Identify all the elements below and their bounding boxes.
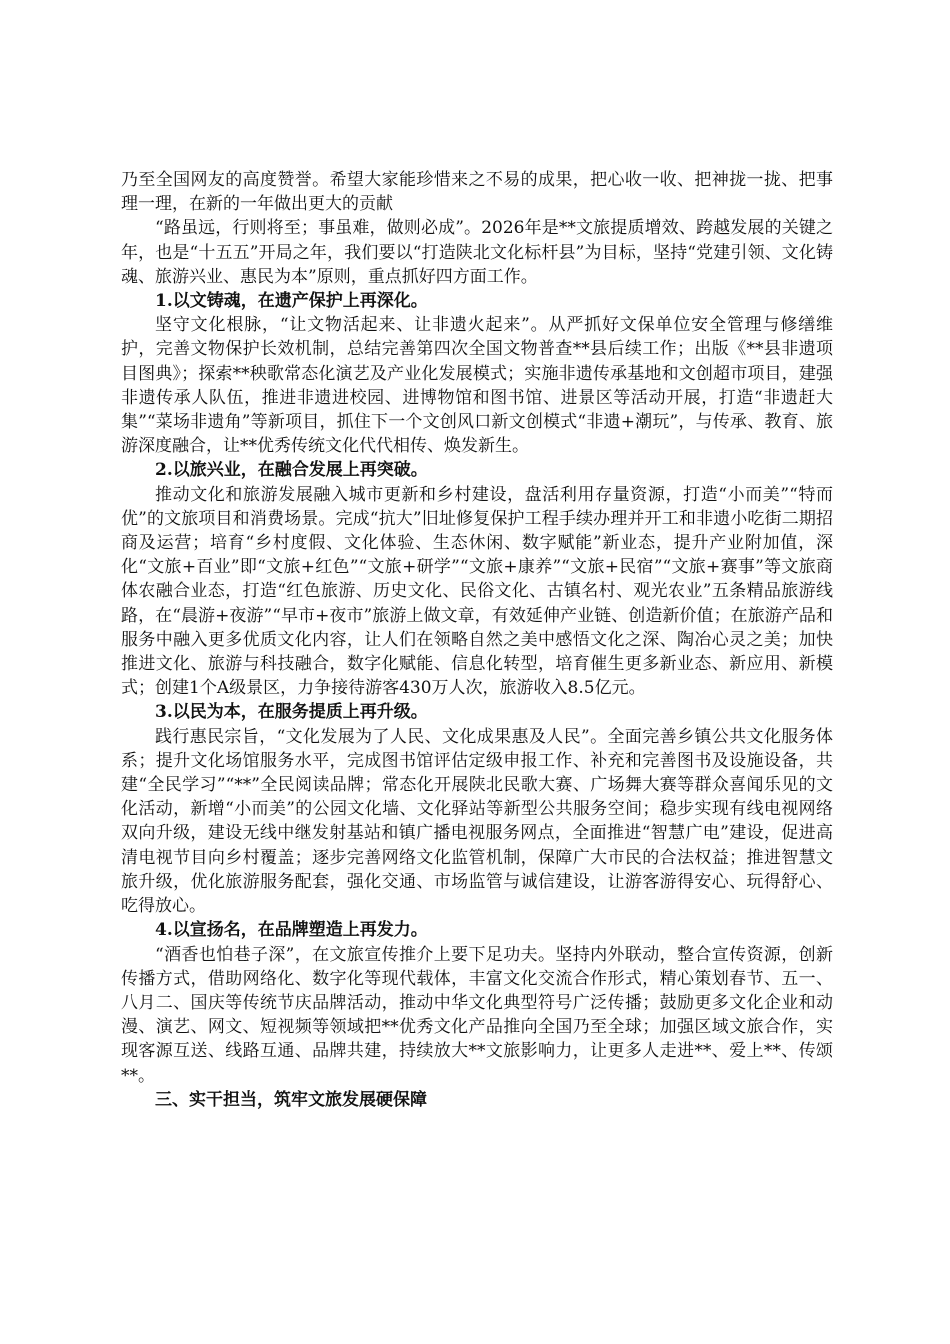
document-page [121, 168, 833, 1112]
section-heading-2: 2.以旅兴业，在融合发展上再突破。 [155, 460, 428, 481]
paragraph-branding: “酒香也怕巷子深”，在文旅宣传推介上要下足功夫。坚持内外联动，整合宣传资源，创新传播方式，借助网络化、数字化等现代载体，丰富文化交流合作形式，精心策划春节、五一、八月二、国庆等传统节庆品牌活动，推动中华文化典型符号广泛传播；鼓励更多文化企业和动漫、演艺、网文、短视频等领域把**优秀文化产品推向全国乃至全球；加强区域文旅合作，实现客源互送、线路互通、品牌共建，持续放大**文旅影响力，让更多人走进**、爱上**、传颂**。 [121, 944, 833, 1086]
paragraph-continuation: 乃至全国网友的高度赞誉。希望大家能珍惜来之不易的成果，把心收一收、把神拢一拢、把事理一理，在新的一年做出更大的贡献 [121, 170, 833, 215]
section-heading-4: 4.以宣扬名，在品牌塑造上再发力。 [155, 920, 428, 941]
section-heading-3: 3.以民为本，在服务提质上再升级。 [155, 702, 428, 723]
chapter-heading-3: 三、实干担当，筑牢文旅发展硬保障 [155, 1089, 427, 1110]
paragraph-service: 践行惠民宗旨，“文化发展为了人民、文化成果惠及人民”。全面完善乡镇公共文化服务体系；提升文化场馆服务水平，完成图书馆评估定级申报工作、补充和完善图书及设施设备，共建“全民学习”“**”全民阅读品牌；常态化开展陕北民歌大赛、广场舞大赛等群众喜闻乐见的文化活动，新增“小而美”的公园文化墙、文化驿站等新型公共服务空间；稳步实现有线电视网络双向升级，建设无线中继发射基站和镇广播电视服务网点，全面推进“智慧广电”建设，促进高清电视节目向乡村覆盖；逐步完善网络文化监管机制，保障广大市民的合法权益；推进智慧文旅升级，优化旅游服务配套，强化交通、市场监管与诚信建设，让游客游得安心、玩得舒心、吃得放心。 [121, 726, 833, 917]
paragraph-heritage: 坚守文化根脉，“让文物活起来、让非遗火起来”。从严抓好文保单位安全管理与修缮维护，完善文物保护长效机制，总结完善第四次全国文物普查**县后续工作；出版《**县非遗项目图典》；探索**秧歌常态化演艺及产业化发展模式；实施非遗传承基地和文创超市项目，建强非遗传承人队伍，推进非遗进校园、进博物馆和图书馆、进景区等活动开展，打造“非遗赶大集”“菜场非遗角”等新项目，抓住下一个文创风口新文创模式“非遗+潮玩”，与传承、教育、旅游深度融合，让**优秀传统文化代代相传、焕发新生。 [121, 315, 833, 457]
paragraph-intro: “路虽远，行则将至；事虽难，做则必成”。2026年是**文旅提质增效、跨越发展的关键之年，也是“十五五”开局之年，我们要以“打造陕北文化标杆县”为目标，坚持“党建引领、文化铸魂、旅游兴业、惠民为本”原则，重点抓好四方面工作。 [121, 218, 833, 287]
section-heading-1: 1.以文铸魂，在遗产保护上再深化。 [155, 291, 428, 312]
paragraph-tourism: 推动文化和旅游发展融入城市更新和乡村建设，盘活利用存量资源，打造“小而美”“特而优”的文旅项目和消费场景。完成“抗大”旧址修复保护工程手续办理并开工和非遗小吃街二期招商及运营；培育“乡村度假、文化体验、生态休闲、数字赋能”新业态，提升产业附加值，深化“文旅+百业”即“文旅+红色”“文旅+研学”“文旅+康养”“文旅+民宿”“文旅+赛事”等文旅商体农融合业态，打造“红色旅游、历史文化、民俗文化、古镇名村、观光农业”五条精品旅游线路，在“晨游+夜游”“早市+夜市”旅游上做文章，有效延伸产业链、创造新价值；在旅游产品和服务中融入更多优质文化内容，让人们在领略自然之美中感悟文化之深、陶冶心灵之美；加快推进文化、旅游与科技融合，数字化赋能、信息化转型，培育催生更多新业态、新应用、新模式；创建1个A级景区，力争接待游客430万人次，旅游收入8.5亿元。 [121, 484, 833, 699]
